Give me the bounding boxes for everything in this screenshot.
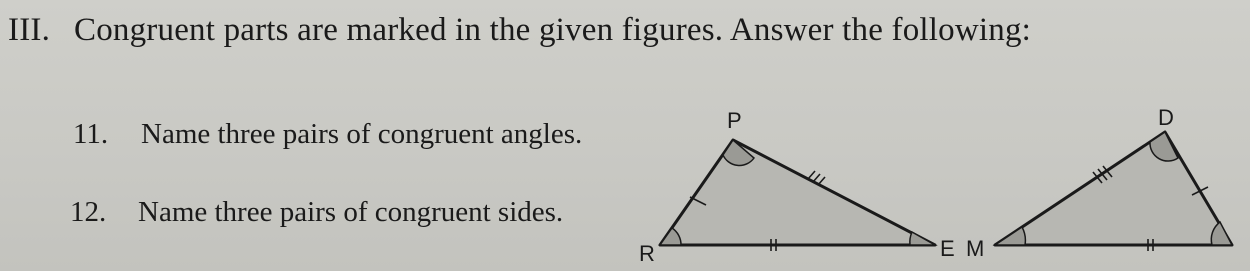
angle-m-marker	[995, 227, 1025, 245]
side-pe-tick-3	[818, 177, 825, 185]
triangle-dm-shape	[995, 132, 1232, 245]
question-text: Name three pairs of congruent angles.	[141, 118, 583, 150]
triangle-pre-figure	[639, 108, 955, 266]
section-instructions: Congruent parts are marked in the given figures. Answer the following:	[74, 12, 1032, 48]
side-pe-tick-1	[808, 171, 815, 179]
vertex-label-p: P	[727, 108, 742, 133]
question-text: Name three pairs of congruent sides.	[138, 196, 564, 228]
vertex-label-d: D	[1158, 105, 1174, 130]
triangle-pre-shape	[660, 140, 935, 245]
section-number: III.	[8, 12, 51, 48]
vertex-label-e: E	[940, 236, 955, 261]
side-pe-tick-2	[813, 174, 820, 182]
question-number: 12.	[70, 196, 107, 228]
question-number: 11.	[73, 118, 109, 150]
vertex-label-m: M	[966, 236, 985, 261]
angle-e-marker	[910, 232, 935, 245]
triangle-dm-figure	[966, 105, 1232, 261]
vertex-label-r: R	[639, 241, 655, 266]
